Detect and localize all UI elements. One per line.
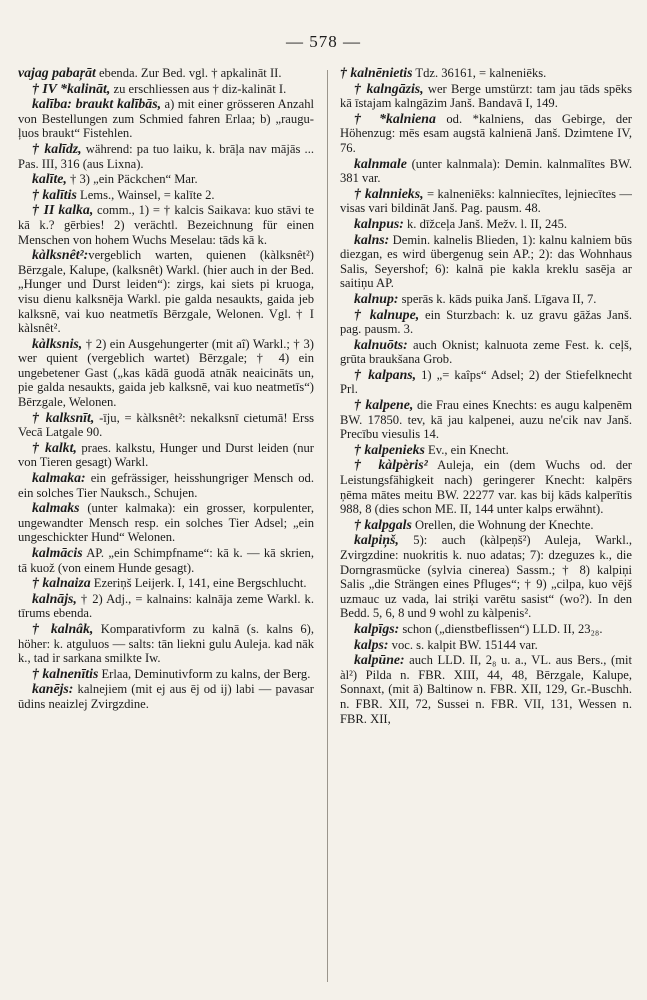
- entry-text: auch Oknist; kalnuota zeme Fest. k. ceļš, grūta braukšana Grob.: [340, 337, 632, 367]
- dictionary-entry: [340, 398, 632, 442]
- dictionary-entry: [18, 203, 314, 247]
- entry-text: praes. kalkstu, Hunger und Durst leiden (nur von Tieren gesagt) Warkl.: [18, 440, 314, 470]
- entry-text: Demin. kalnelis Blieden, 1): kalnu kalniem būs diezgan, es wird übergenug sein AP.; 2): das Wohnhaus Salis, Seyershof; 6): kalnā pie kakla kreklu sasēja ar saitiņu AP.: [340, 232, 632, 291]
- dictionary-entry: [340, 638, 632, 653]
- entry-text: Lems., Wainsel, = kalīte 2.: [76, 187, 215, 202]
- dictionary-entry: [18, 337, 314, 410]
- dictionary-entry: [340, 217, 632, 232]
- entry-headword: † kalpans,: [354, 366, 417, 382]
- entry-headword: kàlksnis,: [32, 335, 83, 351]
- entry-headword: kalnājs,: [32, 590, 77, 606]
- entry-headword: kalmaks: [32, 500, 80, 516]
- entry-text: (unter kalmaka): ein grosser, korpulenter, ungewandter Mensch resp. ein solches Tier Adsel; „ein ungeschickter Hund“ Welonen.: [18, 501, 314, 545]
- right-column: [340, 66, 632, 986]
- entry-headword: kalnup:: [354, 290, 399, 306]
- dictionary-entry: [18, 441, 314, 470]
- dictionary-entry: [340, 308, 632, 337]
- dictionary-entry: [18, 622, 314, 666]
- entry-text: comm., 1) = † kalcis Saikava: kuo stāvi te kā k.? gērbies! 2) verächtl. Bezeichnung für einen Menschen von hohem Wuchs Meselau: tāds kā k.: [18, 203, 314, 247]
- entry-headword: kanējs:: [32, 681, 74, 697]
- entry-text: a) mit einer grösseren Anzahl von Bestellungen zum Schmied fahren Erlaa; b) „raugu-ļuos braukt“ Fistehlen.: [18, 97, 314, 141]
- dictionary-entry: [18, 97, 314, 141]
- entry-text: ein gefrässiger, heisshungriger Mensch od. ein solches Tier Nauksch., Schujen.: [18, 471, 314, 500]
- entry-headword: † kalksnīt,: [32, 409, 95, 425]
- dictionary-entry: [340, 112, 632, 156]
- entry-headword: kalība: braukt kalībās,: [32, 96, 162, 112]
- dictionary-entry: [18, 188, 314, 203]
- dictionary-entry: [340, 533, 632, 621]
- dictionary-entry: [340, 653, 632, 726]
- entry-text: während: pa tuo laiku, k. brāļa nav mājās ... Pas. III, 316 (aus Lixna).: [18, 141, 314, 171]
- entry-text: ein Sturzbach: k. uz gravu gāžas Janš. pag. pausm. 3.: [340, 307, 632, 337]
- entry-text: zu erschliessen aus † diz-kalināt I.: [110, 81, 287, 96]
- entry-text: † 2) ein Ausgehungerter (mit aî) Warkl.; † 3) wer quient (vergeblich wartet) Bērzgale; † 4) ein ungebetener Gast („kas kādā guodā atnāk neaicināts un, pie galda nesaukts, gaida jeb kalksnē, vai kuo neatmetīs“) Bērzgale, Welonen.: [18, 336, 314, 410]
- entry-headword: † kalpenieks: [354, 441, 425, 457]
- entry-headword: † kalnēnietis: [340, 66, 413, 80]
- entry-headword: † kalpgals: [354, 516, 412, 532]
- entry-text: = kalneniēks: kalnniecītes, lejniecītes — visas vari bildināt Janš. Pag. pausm. 48.: [340, 186, 632, 216]
- entry-headword: † kàlpèris²: [354, 457, 428, 473]
- entry-text: Tdz. 36161, = kalneniēks.: [412, 66, 547, 80]
- dictionary-entry: [18, 576, 314, 591]
- entry-text: wer Berge umstürzt: tam jau tāds spēks kā īstajam kalngāzim Janš. Bandavā I, 149.: [340, 81, 632, 111]
- entry-text: † 3) „ein Päckchen“ Mar.: [66, 172, 198, 187]
- dictionary-entry: [340, 292, 632, 307]
- entry-text: † 2) Adj., = kalnains: kalnāja zeme Warkl. k. tīrums ebenda.: [18, 591, 314, 621]
- entry-headword: † IV *kalināt,: [32, 80, 111, 96]
- dictionary-entry: [18, 667, 314, 682]
- dictionary-entry: [18, 248, 314, 336]
- dictionary-entry: [340, 187, 632, 216]
- entry-headword: vajag pabaŗāt: [18, 66, 96, 80]
- dictionary-entry: [340, 338, 632, 367]
- entry-text: Auleja, ein (dem Wuchs od. der Leistungsfähigkeit nach) geringerer Knecht: kalpērs ņēma mātes meitu BW. 22277 var. kas bij kāds kalperītis 988, 8 (dies schon ME. II, 144 unter kalps erwähnt).: [340, 458, 632, 517]
- entry-headword: kalnpus:: [354, 215, 404, 231]
- entry-headword: kalpūne:: [354, 652, 405, 668]
- dictionary-entry: [340, 518, 632, 533]
- entry-headword: kalpīgs:: [354, 620, 400, 636]
- dictionary-entry: [18, 82, 314, 97]
- left-column: [18, 66, 314, 986]
- entry-text: schon („dienstbeflissen“) LLD. II, 23₂₈.: [399, 621, 603, 636]
- entry-headword: † kalngāzis,: [354, 80, 424, 96]
- column-divider: [327, 70, 328, 982]
- entry-headword: † kalnnieks,: [354, 185, 424, 201]
- entry-text: sperās k. kāds puika Janš. Līgava II, 7.: [398, 291, 597, 306]
- entry-headword: † kalnâk,: [32, 620, 94, 636]
- entry-headword: † II kalka,: [32, 202, 94, 218]
- dictionary-entry: [18, 546, 314, 575]
- entry-headword: † *kalniena: [354, 110, 436, 126]
- entry-text: -īju, = kàlksnêt²: nekalksnī cietumā! Erss Vecā Latgale 90.: [18, 410, 314, 440]
- entry-text: voc. s. kalpit BW. 15144 var.: [388, 637, 538, 652]
- dictionary-entry: [18, 471, 314, 500]
- entry-text: ebenda. Zur Bed. vgl. † apkalināt II.: [95, 66, 282, 80]
- dictionary-entry: [340, 82, 632, 111]
- entry-text: Komparativform zu kalnā (s. kalns 6), höher: k. atguluos — salts: tān liekni gulu Auleja. kad nāk k., tad ir sarkana smilkte Iw.: [18, 621, 314, 666]
- page-number: — 578 —: [286, 32, 361, 51]
- entry-headword: kalps:: [354, 636, 389, 652]
- entry-text: od. *kalniens, das Gebirge, der Höhenzug: mēs esam augstā kalnienā Janš. Dzimtene IV, 76.: [340, 111, 632, 155]
- entry-text: kalnejiem (mit ej aus ēj od ij) labi — pavasar ūdins neaizlej Zvirgzdine.: [18, 682, 314, 711]
- dictionary-entry: [18, 411, 314, 440]
- entry-text: auch LLD. II, 2₈ u. a., VL. aus Bers., (mit àl²) Pilda n. FBR. XIII, 44, 48, Bērzgale, Kalupe, Sonnaxt, (mit ā) Baltinow n. FBR. XII, 129, Gr.-Buschh. n. FBR. XII, 72, Sussei n. FBR. VII, 131, Wessen n. FBR. XII,: [340, 653, 632, 726]
- dictionary-entry: [340, 233, 632, 291]
- entry-headword: kalnmale: [354, 155, 407, 171]
- entry-headword: † kalnenītis: [32, 665, 99, 681]
- entry-text: Orellen, die Wohnung der Knechte.: [411, 517, 594, 532]
- entry-headword: kalnuōts:: [354, 336, 408, 352]
- entry-text: Erlaa, Deminutivform zu kalns, der Berg.: [98, 666, 311, 681]
- entry-headword: † kalkt,: [32, 439, 77, 455]
- entry-text: 1) „= kaîps“ Adsel; 2) der Stiefelknecht Prl.: [340, 367, 632, 397]
- dictionary-entry: [340, 66, 632, 81]
- entry-text: k. dīžceļa Janš. Mežv. l. II, 245.: [403, 216, 568, 231]
- dictionary-entry: [340, 443, 632, 458]
- dictionary-entry: [340, 622, 632, 637]
- entry-headword: † kalnaiza: [32, 575, 91, 591]
- entry-headword: † kalpene,: [354, 397, 414, 413]
- dictionary-entry: [340, 458, 632, 516]
- entry-headword: kàlksnêt²:: [32, 247, 89, 263]
- entry-headword: kalmācis: [32, 545, 83, 560]
- dictionary-entry: [340, 157, 632, 186]
- dictionary-entry: [340, 368, 632, 397]
- entry-text: Ezeriņš Leijerk. I, 141, eine Bergschlucht.: [90, 576, 307, 591]
- dictionary-entry: [18, 172, 314, 187]
- dictionary-entry: [18, 592, 314, 621]
- entry-headword: † kalītis: [32, 186, 77, 202]
- entry-headword: kalpiņš,: [354, 532, 399, 548]
- entry-headword: † kalnupe,: [354, 306, 420, 322]
- entry-text: die Frau eines Knechts: es augu kalpenēm BW. 17850. tev, kā jau kalpenei, auzu ne'cik nav Janš. Precību viesulis 14.: [340, 398, 632, 442]
- entry-text: 5): auch (kàlpeņš²) Auleja, Warkl., Zvirgzdine: nuokritis k. nuo adatas; 7): dzeguzes k., die Dorngrasmücke (sylvia cinerea) Sassm.; † 8) kalpiņi Salis „die Strängen eines Pfluges“; † 9) „cilpa, kuo vējš uzmauc uz vada, lai striķi varētu sasist“ (wo?). In den Bedd. 5, 6, 8 und 9 wohl zu kàlpenis².: [340, 533, 632, 621]
- entry-text: AP. „ein Schimpfname“: kā k. — kā skrien, tā kuož (von einem Hunde gesagt).: [18, 546, 314, 575]
- entry-headword: kalns:: [354, 231, 390, 247]
- entry-text: (unter kalnmala): Demin. kalnmalītes BW. 381 var.: [340, 156, 632, 186]
- dictionary-entry: [18, 142, 314, 171]
- dictionary-entry: [18, 66, 314, 81]
- entry-text: Ev., ein Knecht.: [424, 442, 509, 457]
- entry-headword: kalīte,: [32, 171, 67, 187]
- dictionary-entry: [18, 682, 314, 711]
- dictionary-entry: [18, 501, 314, 545]
- entry-text: vergeblich warten, quienen (kàlksnêt²) Bērzgale, Kalupe, (kalksnêt) Warkl. (hier auch in der Bed. „Hunger und Durst leiden“): zirgs, kai siets pi kruoga, visu dienu kalksnēja Warkl. pie galda nesaukts, gaida jeb kalksnē, vai kuo neatmetīs Bērzgale, Welonen. Vgl. † I kàlsnêt².: [18, 248, 314, 336]
- entry-headword: † kalīdz,: [32, 140, 82, 156]
- entry-headword: kalmaka:: [32, 470, 86, 486]
